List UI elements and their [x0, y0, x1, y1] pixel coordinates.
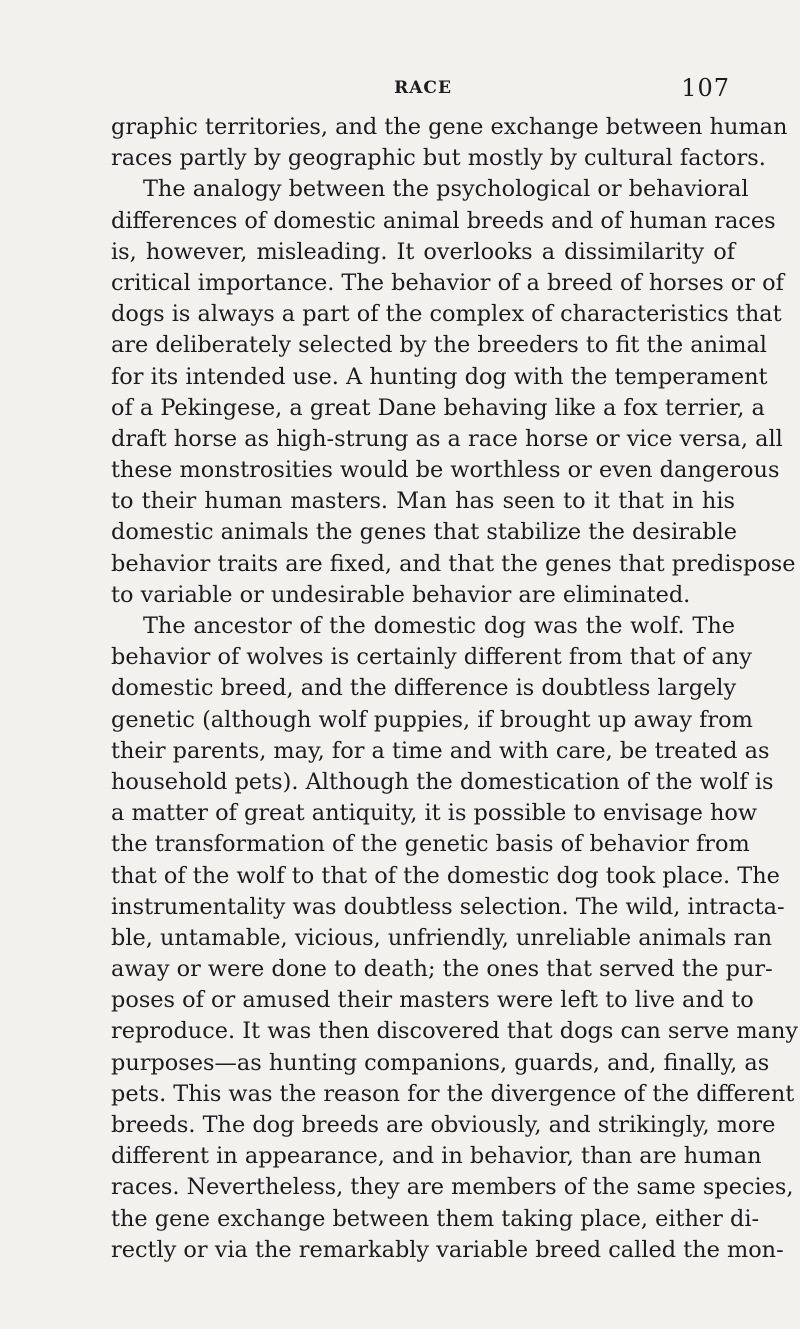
text-line: draft horse as high-strung as a race horse or vice versa, all: [111, 425, 783, 452]
running-head: [112, 74, 734, 104]
text-line: these monstrosities would be worthless or even dangerous: [111, 457, 780, 484]
text-line: of a Pekingese, a great Dane behaving like a fox terrier, a: [111, 394, 765, 421]
text-line: behavior of wolves is certainly different from that of any: [111, 644, 752, 671]
text-line: are deliberately selected by the breeders to fit the animal: [111, 332, 767, 359]
text-line: purposes—as hunting companions, guards, and, finally, as: [111, 1049, 770, 1076]
text-line: the transformation of the genetic basis of behavior from: [111, 831, 750, 858]
page-number: 107: [681, 74, 730, 102]
text-line: different in appearance, and in behavior, than are human: [111, 1143, 762, 1170]
text-line: a matter of great antiquity, it is possible to envisage how: [111, 800, 758, 827]
text-line: differences of domestic animal breeds and of human races: [111, 207, 776, 234]
text-line: instrumentality was doubtless selection. The wild, intracta-: [111, 893, 785, 920]
text-line: races partly by geographic but mostly by cultural factors.: [111, 145, 766, 172]
text-line: genetic (although wolf puppies, if brought up away from: [111, 706, 753, 733]
text-line: breeds. The dog breeds are obviously, and strikingly, more: [111, 1112, 776, 1138]
text-line: to their human masters. Man has seen to it that in his: [111, 488, 735, 515]
text-line: to variable or undesirable behavior are eliminated.: [111, 581, 691, 608]
text-line: the gene exchange between them taking place, either di-: [111, 1205, 760, 1232]
text-line: critical importance. The behavior of a breed of horses or of: [111, 269, 784, 296]
text-line: graphic territories, and the gene exchange between human: [111, 114, 788, 140]
text-line: pets. This was the reason for the divergence of the different: [111, 1080, 795, 1107]
running-head-title: RACE: [394, 78, 452, 98]
text-line: rectly or via the remarkably variable breed called the mon-: [111, 1236, 784, 1263]
text-line: The analogy between the psychological or behavioral: [143, 176, 749, 203]
text-line: behavior traits are fixed, and that the genes that predispose: [111, 550, 796, 577]
text-line: ble, untamable, vicious, unfriendly, unreliable animals ran: [111, 924, 773, 951]
text-line: dogs is always a part of the complex of characteristics that: [111, 301, 782, 328]
text-line: for its intended use. A hunting dog with the temperament: [111, 363, 768, 390]
text-line: domestic animals the genes that stabilize the desirable: [111, 519, 738, 546]
text-line: races. Nevertheless, they are members of the same species,: [111, 1174, 794, 1201]
text-line: poses of or amused their masters were left to live and to: [111, 987, 754, 1014]
text-line: domestic breed, and the difference is doubtless largely: [111, 675, 737, 702]
body-text: [111, 112, 799, 1266]
text-line: that of the wolf to that of the domestic dog took place. The: [111, 862, 780, 889]
text-line: away or were done to death; the ones that served the pur-: [111, 956, 773, 983]
text-line: reproduce. It was then discovered that dogs can serve many: [111, 1018, 799, 1045]
text-line: is, however, misleading. It overlooks a dissimilarity of: [111, 238, 735, 265]
text-line: The ancestor of the domestic dog was the wolf. The: [143, 613, 735, 639]
text-line: household pets). Although the domestication of the wolf is: [111, 768, 774, 795]
text-line: their parents, may, for a time and with care, be treated as: [111, 737, 770, 764]
